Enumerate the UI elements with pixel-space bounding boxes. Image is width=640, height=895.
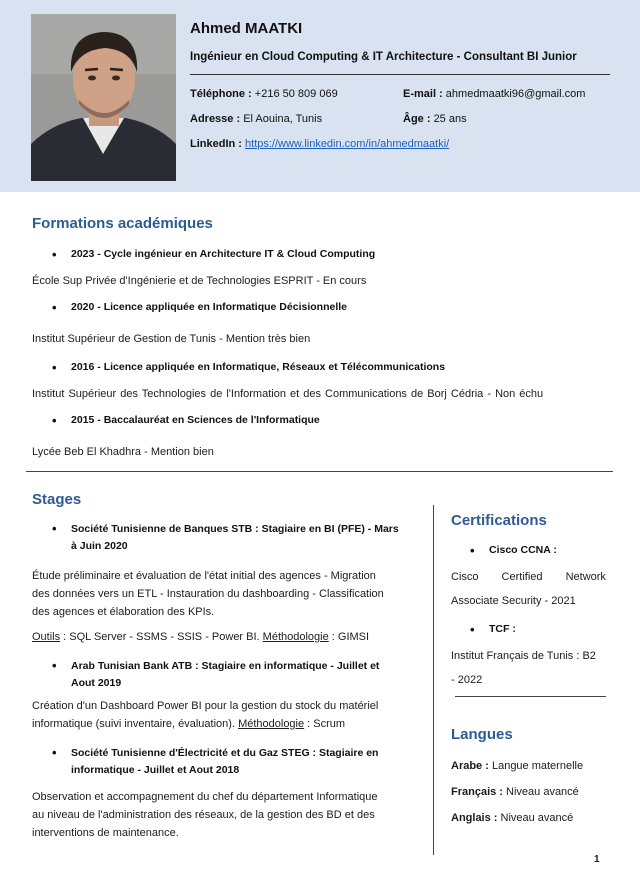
portrait-illustration	[31, 14, 176, 181]
certification-line: Institut Français de Tunis : B2	[451, 650, 596, 662]
stage-description	[32, 567, 384, 621]
method-value: : GIMSI	[328, 631, 370, 643]
certifications-title: Certifications	[451, 512, 547, 529]
stage-heading-line: • Arab Tunisian Bank ATB : Stagiaire en informatique - Juillet et	[71, 660, 380, 672]
langue-level: Niveau avancé	[497, 812, 574, 824]
formation-degree: • 2020 - Licence appliquée en Informatique Décisionnelle	[71, 301, 347, 313]
email-label: E-mail :	[403, 88, 443, 100]
stage-desc-line	[32, 715, 378, 733]
age-row	[403, 113, 467, 125]
langue-item	[451, 753, 583, 779]
candidate-title: Ingénieur en Cloud Computing & IT Architecture - Consultant BI Junior	[190, 51, 577, 63]
age-value: 25 ans	[433, 113, 467, 125]
formation-degree: • 2015 - Baccalauréat en Sciences de l'Informatique	[71, 414, 320, 426]
formation-school: Institut Supérieur de Gestion de Tunis - Mention très bien	[32, 333, 311, 345]
stage-heading-line: à Juin 2020	[71, 540, 128, 552]
stage-desc-line: des agences et élaboration des KPIs.	[32, 606, 215, 618]
address-value: El Aouina, Tunis	[243, 113, 323, 125]
linkedin-row	[190, 138, 449, 150]
stage-desc-line: au niveau de l'administration des réseaux, de la gestion des BD et des	[32, 809, 375, 821]
certifications-divider	[455, 696, 606, 697]
profile-photo	[31, 14, 176, 181]
method-label: Méthodologie	[238, 718, 305, 730]
stage-description	[32, 788, 378, 842]
langue-name: Anglais :	[451, 812, 498, 824]
email-row	[403, 88, 585, 100]
langue-item	[451, 805, 583, 831]
linkedin-link[interactable]: https://www.linkedin.com/in/ahmedmaatki/	[245, 138, 450, 150]
certification-detail	[451, 565, 606, 613]
linkedin-label: LinkedIn :	[190, 138, 242, 150]
formation-school: École Sup Privée d'Ingénierie et de Technologies ESPRIT - En cours	[32, 275, 367, 287]
stage-heading	[71, 658, 379, 692]
langues-list	[451, 753, 583, 831]
langue-name: Arabe :	[451, 760, 489, 772]
stage-heading	[71, 521, 399, 555]
page-number: 1	[594, 854, 600, 865]
stage-desc-text: informatique (suivi inventaire, évaluation).	[32, 718, 235, 730]
stage-heading-line: • Société Tunisienne d'Électricité et du Gaz STEG : Stagiaire en	[71, 747, 379, 759]
certification-line	[451, 565, 606, 589]
stage-desc-line: Création d'un Dashboard Power BI pour la gestion du stock du matériel	[32, 700, 379, 712]
stage-desc-line: Étude préliminaire et évaluation de l'état initial des agences - Migration	[32, 570, 376, 582]
stage-desc-line: Observation et accompagnement du chef du département Informatique	[32, 791, 378, 803]
section-divider	[26, 471, 613, 472]
formation-school: Institut Supérieur des Technologies de l'Information et des Communications de Borj Cédria - Non échu	[32, 388, 544, 400]
formation-degree: • 2023 - Cycle ingénieur en Architecture IT & Cloud Computing	[71, 248, 375, 260]
method-label: Méthodologie	[262, 631, 329, 643]
phone-value: +216 50 809 069	[254, 88, 338, 100]
stages-title: Stages	[32, 491, 82, 508]
address-label: Adresse :	[190, 113, 241, 125]
stage-heading	[71, 745, 378, 779]
address-row	[190, 113, 322, 125]
stage-heading-line: Aout 2019	[71, 677, 122, 689]
formations-title: Formations académiques	[32, 215, 213, 232]
tools-value: : SQL Server - SSMS - SSIS - Power BI.	[60, 631, 260, 643]
column-divider	[433, 505, 434, 855]
certification-line: - 2022	[451, 674, 483, 686]
method-value: : Scrum	[304, 718, 346, 730]
stage-description	[32, 697, 378, 733]
certification-line: Associate Security - 2021	[451, 595, 576, 607]
langues-title: Langues	[451, 726, 513, 743]
langue-level: Niveau avancé	[502, 786, 579, 798]
tools-label: Outils	[32, 631, 61, 643]
stage-desc-line: interventions de maintenance.	[32, 827, 179, 839]
phone-row	[190, 88, 338, 100]
stage-heading-line: • Société Tunisienne de Banques STB : Stagiaire en BI (PFE) - Mars	[71, 523, 399, 535]
langue-name: Français :	[451, 786, 503, 798]
certification-name: • Cisco CCNA :	[489, 544, 557, 556]
stage-tools	[32, 628, 369, 646]
stage-heading-line: informatique - Juillet et Aout 2018	[71, 764, 240, 776]
email-value: ahmedmaatki96@gmail.com	[445, 88, 586, 100]
stage-desc-line: des données vers un ETL - Instauration du dashboarding - Classification	[32, 588, 384, 600]
langue-level: Langue maternelle	[488, 760, 584, 772]
formation-degree: • 2016 - Licence appliquée en Informatique, Réseaux et Télécommunications	[71, 361, 445, 373]
langue-item	[451, 779, 583, 805]
header-divider	[190, 74, 610, 75]
candidate-name: Ahmed MAATKI	[190, 20, 303, 37]
certification-detail	[451, 644, 611, 692]
age-label: Âge :	[403, 113, 431, 125]
certification-line-text: Cisco Certified Network	[451, 571, 606, 583]
phone-label: Téléphone :	[190, 88, 252, 100]
formation-school: Lycée Beb El Khadhra - Mention bien	[32, 446, 214, 458]
certification-name: • TCF :	[489, 623, 516, 635]
